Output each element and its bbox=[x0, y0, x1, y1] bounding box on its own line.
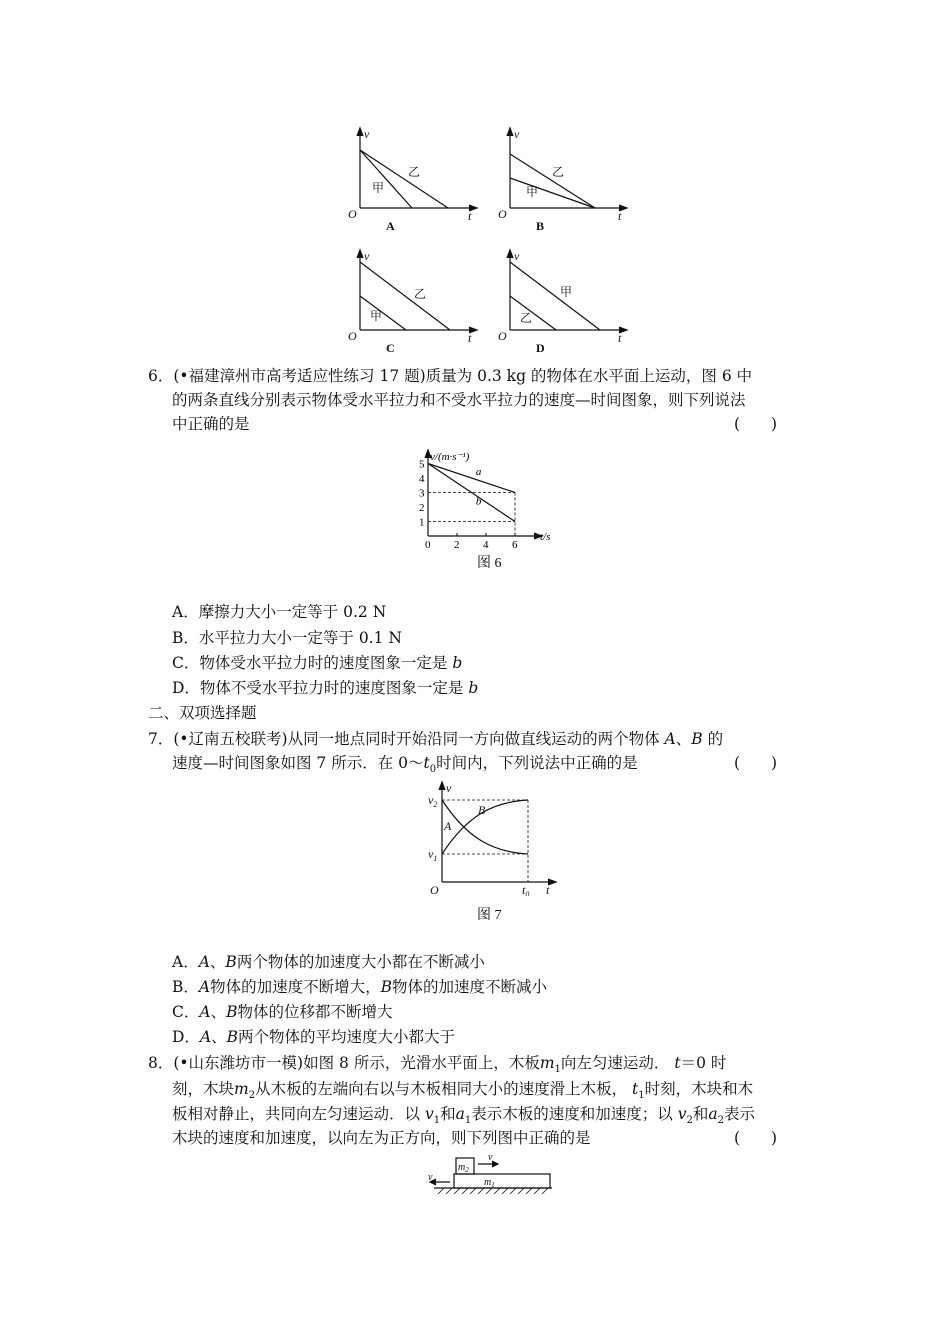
q6-line2: 的两条直线分别表示物体受水平拉力和不受水平拉力的速度—时间图象，则下列说法 bbox=[172, 391, 746, 409]
option-b-label: B bbox=[536, 219, 545, 233]
svg-text:O: O bbox=[430, 883, 439, 896]
svg-text:v: v bbox=[488, 1152, 493, 1163]
q6-answer-bracket: ( ) bbox=[734, 415, 778, 433]
svg-text:O: O bbox=[348, 329, 357, 343]
q5-option-graphs bbox=[340, 120, 640, 360]
svg-text:乙: 乙 bbox=[552, 165, 565, 179]
svg-text:乙: 乙 bbox=[408, 165, 421, 179]
svg-text:甲: 甲 bbox=[370, 309, 383, 323]
svg-text:乙: 乙 bbox=[414, 287, 427, 301]
fig6-series-b bbox=[428, 464, 515, 522]
option-a-label: A bbox=[386, 219, 395, 233]
svg-text:O: O bbox=[498, 207, 507, 221]
board-m1 bbox=[454, 1174, 550, 1188]
svg-text:O: O bbox=[348, 207, 357, 221]
svg-text:v: v bbox=[446, 781, 452, 795]
svg-text:甲: 甲 bbox=[372, 181, 385, 195]
svg-text:甲: 甲 bbox=[560, 285, 573, 299]
section-title: 二、双项选择题 bbox=[148, 704, 257, 722]
q7-line2: 速度—时间图象如图 7 所示．在 $0\sim t_0$时间内，下列说法中正确的是 bbox=[172, 754, 638, 776]
q7-answer-bracket: ( ) bbox=[734, 754, 778, 772]
figure-8-diagram bbox=[420, 1150, 560, 1200]
svg-text:B: B bbox=[478, 803, 486, 817]
svg-text:v1: $v_1$ bbox=[428, 847, 438, 863]
svg-text:t: t bbox=[468, 209, 472, 223]
fig6-y-tick-label: 4 bbox=[419, 473, 425, 485]
q8-line3: 板相对静止，共同向左匀速运动．以 $v_1$和$a_1$表示木板的速度和加速度；以 $v_2$和$a_2$表示 bbox=[172, 1105, 755, 1127]
fig6-series-label: b bbox=[475, 495, 482, 508]
figure-6-chart bbox=[408, 448, 568, 548]
q8-line2: 刻，木块$m_2$从木板的左端向右以与木板相同大小的速度滑上木板， $t_1$时刻，木块和木 bbox=[172, 1080, 754, 1102]
q7-option-c: C．A、B物体的位移都不断增大 bbox=[172, 1003, 393, 1021]
svg-text:v: v bbox=[514, 249, 520, 263]
option-d-label: D bbox=[536, 341, 545, 355]
fig6-y-tick-label: 5 bbox=[419, 458, 425, 471]
svg-text:m2: $m_2$ bbox=[458, 1162, 469, 1174]
q6-line1: 6．(•福建漳州市高考适应性练习 17 题)质量为 0.3 kg 的物体在水平面上运动，图 6 中 bbox=[148, 367, 753, 385]
q6-option-a: A．摩擦力大小一定等于 0.2 N bbox=[172, 603, 387, 621]
figure-7-chart bbox=[422, 778, 562, 896]
svg-text:t: t bbox=[468, 331, 472, 345]
q7-option-a: A．A、B两个物体的加速度大小都在不断减小 bbox=[172, 953, 485, 971]
svg-text:m1: $m_1$ bbox=[484, 1177, 495, 1189]
fig6-xlabel: t/s bbox=[540, 531, 551, 543]
svg-text:甲: 甲 bbox=[526, 185, 539, 199]
axis-v-label: v bbox=[364, 127, 370, 141]
fig6-y-tick-label: 2 bbox=[419, 502, 425, 514]
fig6-series-label: a bbox=[475, 466, 482, 478]
svg-text:v: v bbox=[428, 1172, 433, 1183]
q7-option-d: D．A、B两个物体的平均速度大小都大于 bbox=[172, 1028, 456, 1046]
q8-line4: 木块的速度和加速度，以向左为正方向，则下列图中正确的是 bbox=[172, 1129, 591, 1147]
svg-text:O: O bbox=[498, 329, 507, 343]
svg-text:v: v bbox=[364, 249, 370, 263]
fig6-y-tick-label: 1 bbox=[419, 516, 425, 529]
q8-line1: 8．(•山东潍坊市一模)如图 8 所示，光滑水平面上，木板$m_1$向左匀速运动． t＝0 时 bbox=[148, 1054, 727, 1076]
q7-line1: 7．(•辽南五校联考)从同一地点同时开始沿同一方向做直线运动的两个物体 A、B 的 bbox=[148, 730, 724, 748]
fig6-x-tick-label: 2 bbox=[454, 539, 460, 548]
svg-text:v: v bbox=[514, 127, 520, 141]
option-c-label: C bbox=[386, 341, 395, 355]
svg-text:t: t bbox=[618, 331, 622, 345]
fig6-x-tick-label: 6 bbox=[512, 539, 518, 548]
q6-option-b: B．水平拉力大小一定等于 0.1 N bbox=[172, 629, 402, 647]
q6-line3: 中正确的是 bbox=[172, 415, 250, 433]
svg-text:t: t bbox=[546, 883, 550, 896]
svg-text:A: A bbox=[444, 819, 452, 833]
figure-6-caption: 图 6 bbox=[477, 556, 502, 571]
q7-option-b: B．A物体的加速度不断增大，B物体的加速度不断减小 bbox=[172, 978, 548, 996]
svg-text:乙: 乙 bbox=[520, 311, 533, 325]
fig6-x-tick-label: 0 bbox=[425, 539, 431, 548]
svg-text:v2: $v_2$ bbox=[428, 793, 438, 809]
svg-text:t0: $t_0$ bbox=[522, 883, 530, 896]
fig6-ylabel: v/(m·s⁻¹) bbox=[430, 451, 470, 463]
q6-option-d: D．物体不受水平拉力时的速度图象一定是 b bbox=[172, 679, 479, 697]
q6-option-c: C．物体受水平拉力时的速度图象一定是 b bbox=[172, 654, 463, 672]
fig6-series-a bbox=[428, 464, 515, 493]
svg-text:t: t bbox=[618, 209, 622, 223]
fig6-x-tick-label: 4 bbox=[483, 539, 489, 548]
fig6-y-tick-label: 3 bbox=[419, 487, 425, 500]
figure-7-caption: 图 7 bbox=[477, 908, 502, 923]
q8-answer-bracket: ( ) bbox=[734, 1129, 778, 1147]
